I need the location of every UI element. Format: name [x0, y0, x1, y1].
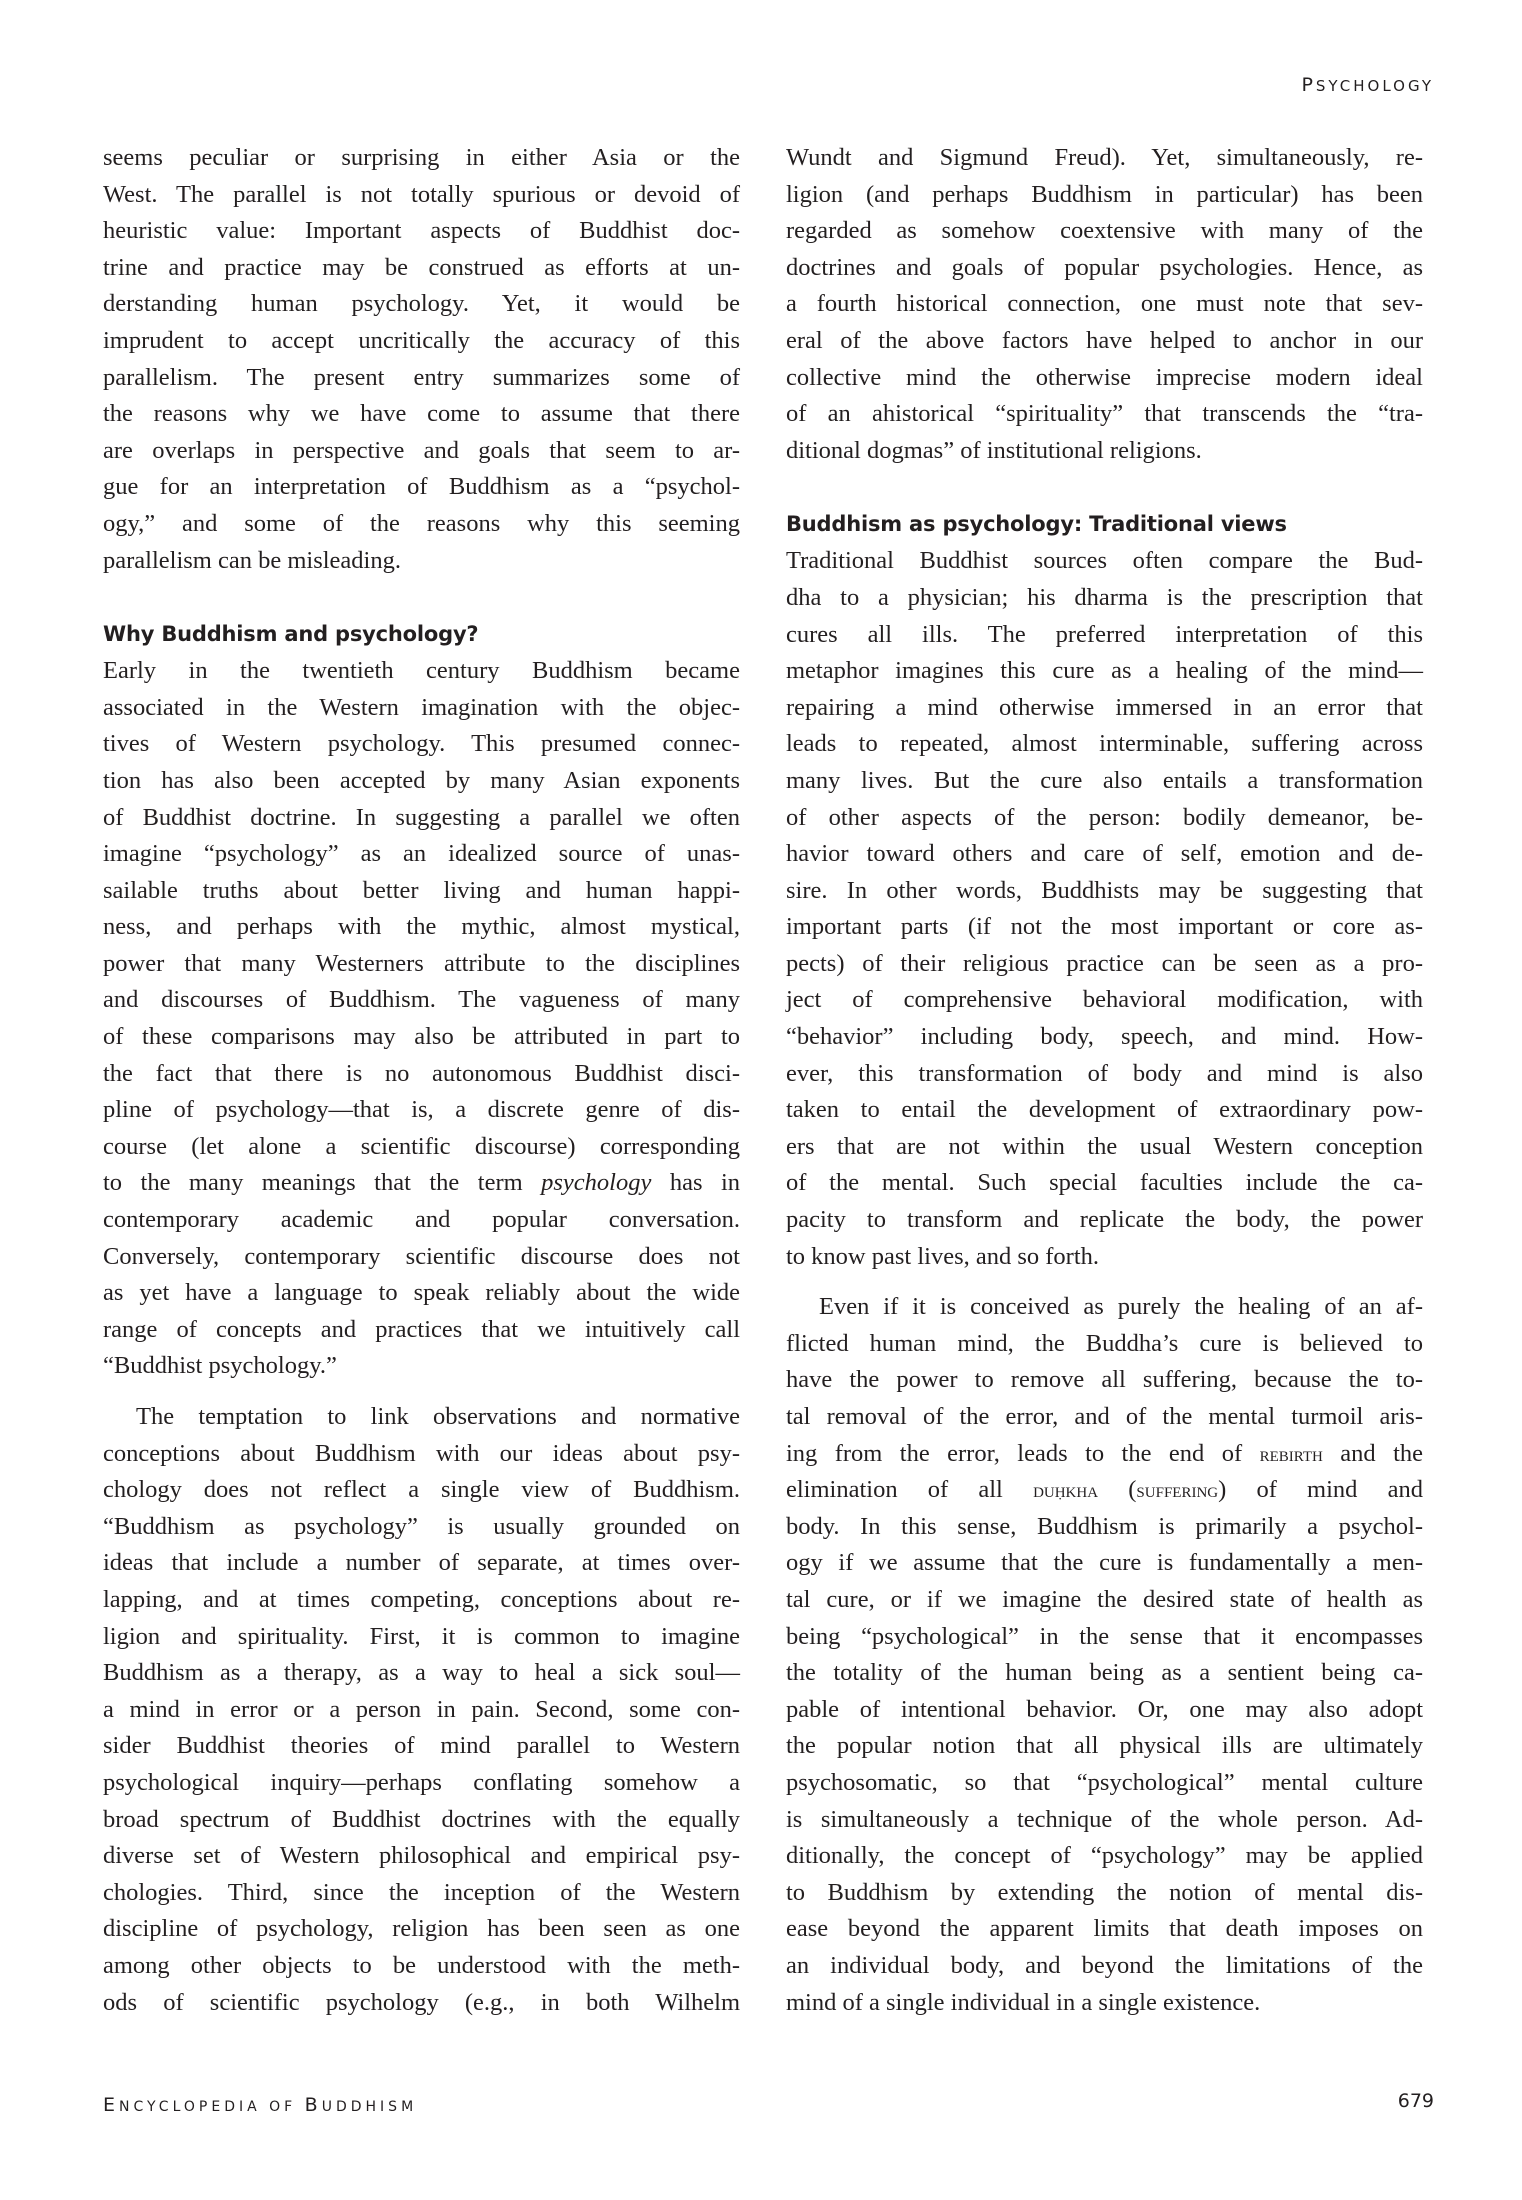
- text-line: sailable truths about better living and human happi-: [103, 876, 740, 904]
- text-line: [103, 1165, 740, 1202]
- text-line: a fourth historical connection, one must note that sev-: [786, 290, 1423, 318]
- running-head-initial: P: [1301, 74, 1316, 96]
- section-heading-why-buddhism: Why Buddhism and psychology?: [103, 622, 479, 647]
- text-fragment: and the: [1322, 1439, 1424, 1467]
- text-line: sire. In other words, Buddhists may be suggesting that: [786, 876, 1423, 904]
- text-line: of these comparisons may also be attributed in part to: [103, 1023, 740, 1051]
- text-line: “Buddhism as psychology” is usually grounded on: [103, 1512, 740, 1540]
- text-line: derstanding human psychology. Yet, it would be: [103, 290, 740, 318]
- text-line: tives of Western psychology. This presumed connec-: [103, 730, 740, 758]
- text-line: ogy if we assume that the cure is fundamentally a men-: [786, 1549, 1423, 1577]
- text-line: psychological inquiry—perhaps conflating somehow a: [103, 1768, 740, 1796]
- text-line: conceptions about Buddhism with our ideas about psy-: [103, 1439, 740, 1467]
- text-line: as yet have a language to speak reliably about the wide: [103, 1279, 740, 1307]
- text-line: discipline of psychology, religion has been seen as one: [103, 1915, 740, 1943]
- text-line: gue for an interpretation of Buddhism as a “psychol-: [103, 473, 740, 501]
- text-line: Conversely, contemporary scientific discourse does not: [103, 1242, 740, 1270]
- text-line: associated in the Western imagination with the objec-: [103, 693, 740, 721]
- text-line: many lives. But the cure also entails a transformation: [786, 766, 1423, 794]
- text-line: ligion and spirituality. First, it is common to imagine: [103, 1622, 740, 1650]
- text-line: ligion (and perhaps Buddhism in particular) has been: [786, 180, 1423, 208]
- running-head: [1301, 74, 1434, 96]
- text-line: ditionally, the concept of “psychology” may be applied: [786, 1842, 1423, 1870]
- text-line: Traditional Buddhist sources often compare the Bud-: [786, 547, 1423, 575]
- paragraph-even-if: [786, 1289, 1423, 2021]
- text-line: parallelism. The present entry summarizes some of: [103, 363, 740, 391]
- text-line: Wundt and Sigmund Freud). Yet, simultaneously, re-: [786, 144, 1423, 171]
- text-line: chologies. Third, since the inception of the Western: [103, 1878, 740, 1906]
- text-line: sider Buddhist theories of mind parallel to Western: [103, 1732, 740, 1760]
- text-line: the popular notion that all physical ills are ultimately: [786, 1732, 1423, 1760]
- text-line: is simultaneously a technique of the whole person. Ad-: [786, 1805, 1423, 1833]
- text-line: ideas that include a number of separate, at times over-: [103, 1549, 740, 1577]
- spacer: [103, 579, 740, 615]
- text-line: [786, 1436, 1423, 1473]
- footer-title-initial-e: E: [103, 2094, 120, 2116]
- text-line: regarded as somehow coextensive with many of the: [786, 217, 1423, 245]
- text-line: ogy,” and some of the reasons why this seeming: [103, 509, 740, 537]
- text-line: tal cure, or if we imagine the desired state of health as: [786, 1585, 1423, 1613]
- text-line: collective mind the otherwise imprecise modern ideal: [786, 363, 1423, 391]
- text-line: ods of scientific psychology (e.g., in both Wilhelm: [103, 1988, 740, 2016]
- text-line: West. The parallel is not totally spurious or devoid of: [103, 180, 740, 208]
- text-fragment: elimination of all: [786, 1476, 1034, 1504]
- text-fragment: ing from the error, leads to the end of: [786, 1439, 1260, 1467]
- text-line: tal removal of the error, and of the mental turmoil aris-: [786, 1403, 1423, 1430]
- text-line: contemporary academic and popular conversation.: [103, 1206, 740, 1234]
- text-line: are overlaps in perspective and goals that seem to ar-: [103, 436, 740, 464]
- text-line: body. In this sense, Buddhism is primarily a psychol-: [786, 1512, 1423, 1540]
- text-line: psychosomatic, so that “psychological” mental culture: [786, 1768, 1423, 1796]
- text-line: Even if it is conceived as purely the healing of an af-: [819, 1293, 1423, 1321]
- text-line: The temptation to link observations and normative: [136, 1403, 740, 1430]
- text-line: ditional dogmas” of institutional religions.: [786, 436, 1202, 464]
- text-line: metaphor imagines this cure as a healing of the mind—: [786, 657, 1423, 685]
- footer-title-word-buddhism: UDDHISM: [321, 2099, 418, 2115]
- text-line: have the power to remove all suffering, because the to-: [786, 1366, 1423, 1394]
- text-line: trine and practice may be construed as efforts at un-: [103, 253, 740, 281]
- text-line: pacity to transform and replicate the body, the power: [786, 1206, 1423, 1234]
- text-line: “Buddhist psychology.”: [103, 1352, 337, 1380]
- paragraph-early-twentieth: [103, 653, 740, 1385]
- text-line: flicted human mind, the Buddha’s cure is believed to: [786, 1329, 1423, 1357]
- text-line: ness, and perhaps with the mythic, almost mystical,: [103, 913, 740, 941]
- text-line: of an ahistorical “spirituality” that transcends the “tra-: [786, 400, 1423, 428]
- text-line: a mind in error or a person in pain. Second, some con-: [103, 1695, 740, 1723]
- text-line: ever, this transformation of body and mind is also: [786, 1059, 1423, 1087]
- text-line: chology does not reflect a single view of Buddhism.: [103, 1476, 740, 1504]
- text-line: broad spectrum of Buddhist doctrines with the equally: [103, 1805, 740, 1833]
- text-line: leads to repeated, almost interminable, suffering across: [786, 730, 1423, 758]
- text-line: power that many Westerners attribute to the disciplines: [103, 949, 740, 977]
- text-line: course (let alone a scientific discourse) corresponding: [103, 1132, 740, 1160]
- text-line: range of concepts and practices that we intuitively call: [103, 1315, 740, 1343]
- footer-title-word-encyclopedia: NCYCLOPEDIA: [119, 2099, 261, 2115]
- page-number: 679: [1397, 2090, 1434, 2112]
- text-line: eral of the above factors have helped to anchor in our: [786, 326, 1423, 354]
- text-line: repairing a mind otherwise immersed in an error that: [786, 693, 1423, 721]
- text-fragment: to the many meanings that the term: [103, 1169, 542, 1197]
- text-line: of other aspects of the person: bodily demeanor, be-: [786, 803, 1423, 831]
- text-line: parallelism can be misleading.: [103, 546, 401, 574]
- text-line: lapping, and at times competing, conceptions about re-: [103, 1585, 740, 1613]
- text-line: imagine “psychology” as an idealized source of unas-: [103, 840, 740, 868]
- text-line: to know past lives, and so forth.: [786, 1242, 1100, 1270]
- italic-term: psychology: [541, 1169, 652, 1197]
- text-line: and discourses of Buddhism. The vagueness of many: [103, 986, 740, 1014]
- text-line: ers that are not within the usual Western conception: [786, 1132, 1423, 1160]
- footer-title-word-of: OF: [269, 2099, 297, 2115]
- paragraph-traditional-sources: [786, 543, 1423, 1275]
- footer-book-title: [103, 2094, 417, 2116]
- text-line: important parts (if not the most important or core as-: [786, 913, 1423, 941]
- text-line: to Buddhism by extending the notion of mental dis-: [786, 1878, 1423, 1906]
- running-head-rest: SYCHOLOGY: [1315, 77, 1434, 95]
- text-line: pects) of their religious practice can be seen as a pro-: [786, 949, 1423, 977]
- right-column: [786, 140, 1423, 2021]
- text-line: the fact that there is no autonomous Buddhist disci-: [103, 1059, 740, 1087]
- left-column: [103, 140, 740, 2021]
- text-line: the reasons why we have come to assume that there: [103, 400, 740, 428]
- paragraph-intro: [103, 140, 740, 579]
- text-line: mind of a single individual in a single existence.: [786, 1988, 1261, 2016]
- cross-reference-suffering: suffering: [1136, 1477, 1219, 1503]
- text-line: “behavior” including body, speech, and mind. How-: [786, 1023, 1423, 1051]
- paragraph-wundt-freud: [786, 140, 1423, 469]
- text-line: ease beyond the apparent limits that death imposes on: [786, 1915, 1423, 1943]
- section-heading-traditional-views: Buddhism as psychology: Traditional views: [786, 512, 1287, 537]
- text-line: Early in the twentieth century Buddhism became: [103, 657, 740, 685]
- text-line: of Buddhist doctrine. In suggesting a parallel we often: [103, 803, 740, 831]
- text-line: seems peculiar or surprising in either Asia or the: [103, 144, 740, 171]
- text-line: pline of psychology—that is, a discrete genre of dis-: [103, 1096, 740, 1124]
- cross-reference-duhkha: duḥkha: [1033, 1477, 1099, 1503]
- spacer: [786, 469, 1423, 505]
- text-line: among other objects to be understood with the meth-: [103, 1951, 740, 1979]
- text-line: the totality of the human being as a sentient being ca-: [786, 1659, 1423, 1687]
- text-line: diverse set of Western philosophical and empirical psy-: [103, 1842, 740, 1870]
- text-line: cures all ills. The preferred interpretation of this: [786, 620, 1423, 648]
- text-line: ject of comprehensive behavioral modification, with: [786, 986, 1423, 1014]
- text-line: doctrines and goals of popular psychologies. Hence, as: [786, 253, 1423, 281]
- cross-reference-rebirth: rebirth: [1259, 1440, 1323, 1466]
- text-fragment: (: [1098, 1476, 1137, 1504]
- footer-title-initial-b: B: [304, 2094, 322, 2116]
- spacer: [103, 1385, 740, 1399]
- text-line: being “psychological” in the sense that it encompasses: [786, 1622, 1423, 1650]
- text-line: pable of intentional behavior. Or, one may also adopt: [786, 1695, 1423, 1723]
- text-line: an individual body, and beyond the limitations of the: [786, 1951, 1423, 1979]
- text-fragment: ) of mind and: [1218, 1476, 1423, 1504]
- spacer: [786, 1275, 1423, 1289]
- text-fragment: has in: [651, 1169, 741, 1197]
- text-line: of the mental. Such special faculties include the ca-: [786, 1169, 1423, 1197]
- text-line: [786, 1472, 1423, 1509]
- text-line: tion has also been accepted by many Asian exponents: [103, 766, 740, 794]
- text-line: heuristic value: Important aspects of Buddhist doc-: [103, 217, 740, 245]
- paragraph-temptation: [103, 1399, 740, 2021]
- text-line: Buddhism as a therapy, as a way to heal a sick soul—: [103, 1659, 740, 1687]
- text-line: taken to entail the development of extraordinary pow-: [786, 1096, 1423, 1124]
- text-line: havior toward others and care of self, emotion and de-: [786, 840, 1423, 868]
- text-line: imprudent to accept uncritically the accuracy of this: [103, 326, 740, 354]
- text-line: dha to a physician; his dharma is the prescription that: [786, 583, 1423, 611]
